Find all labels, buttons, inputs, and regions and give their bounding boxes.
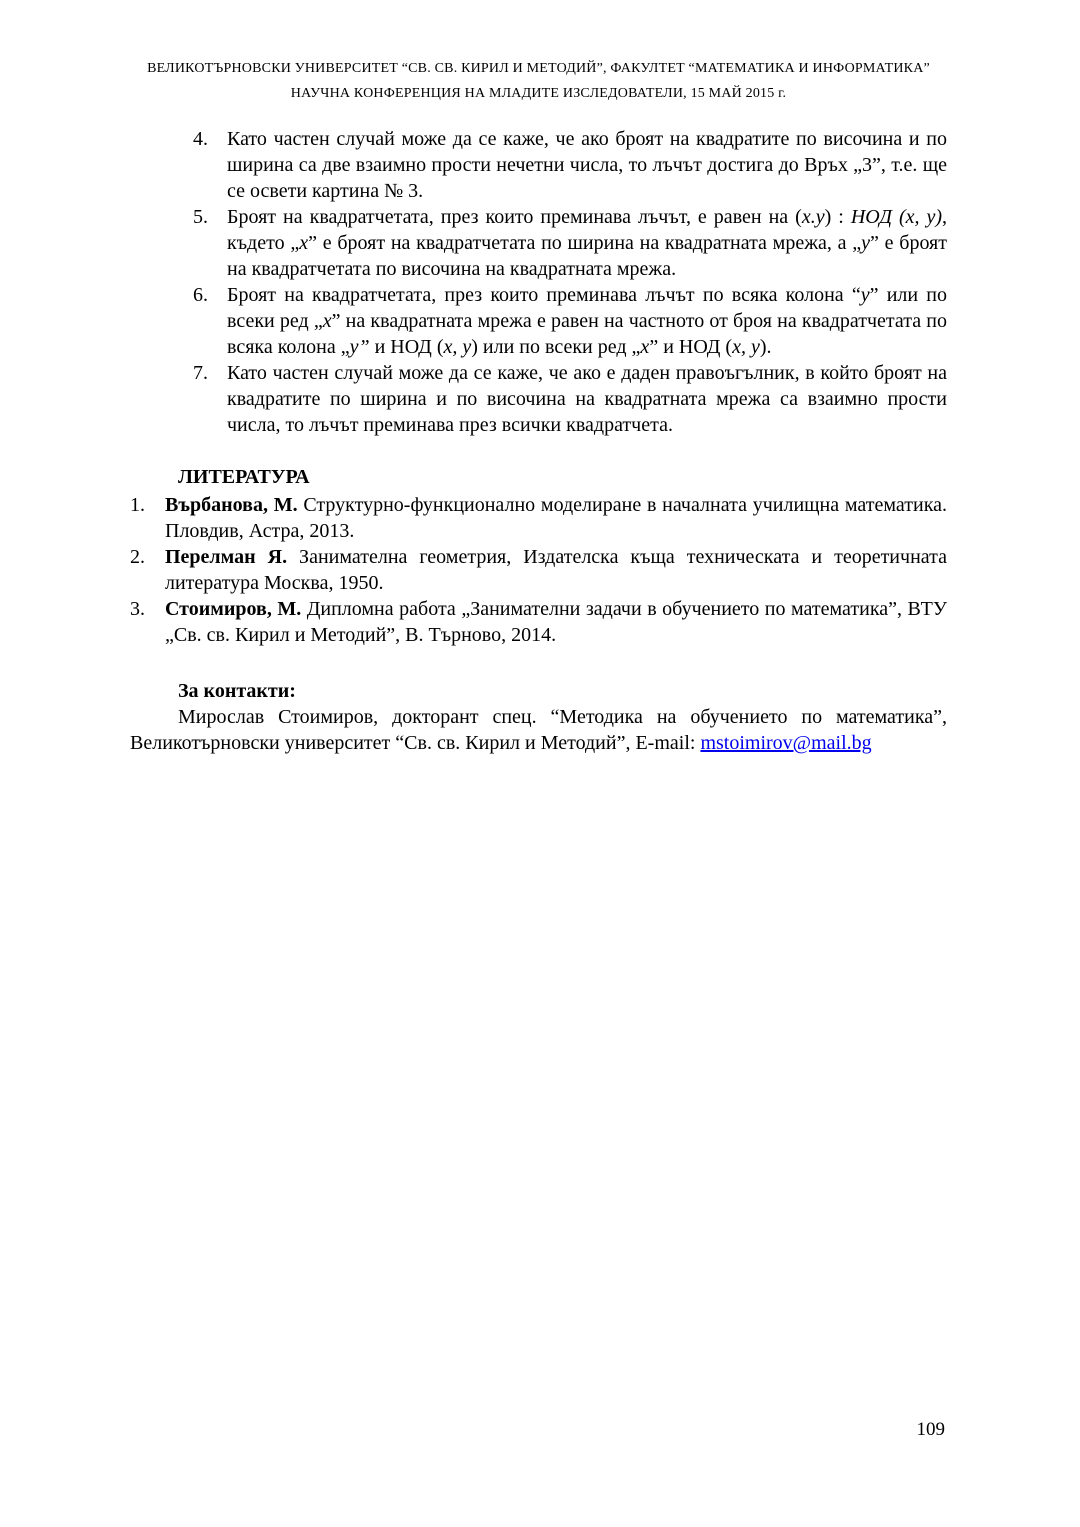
text-segment: x, y — [732, 336, 760, 358]
list-item-number: 4. — [193, 128, 208, 150]
text-segment: Като частен случай може да се каже, че ако е даден правоъгълник, в който броят на квадратите по ширина и по височина на квадратната мрежа са взаимно прости числа, то лъчът преминава през всички квадратчета. — [227, 362, 947, 436]
text-segment: x — [299, 232, 309, 254]
text-segment: и НОД ( — [369, 336, 444, 358]
list-item-text — [227, 282, 947, 360]
text-segment: , където „ — [227, 206, 948, 254]
text-segment: y — [861, 232, 871, 254]
text-segment: Занимателна геометрия, Издателска къща техническата и теоретичната литература Москва, 1950. — [165, 546, 947, 594]
contacts-heading: За контакти: — [178, 680, 296, 702]
email-link[interactable]: mstoimirov@mail.bg — [700, 732, 872, 754]
text-segment: Структурно-функционално моделиране в началната училищна математика. Пловдив, Астра, 2013. — [165, 494, 947, 542]
list-item-text — [227, 126, 947, 204]
list-item — [130, 596, 947, 648]
list-item — [130, 492, 947, 544]
text-segment: Стоимиров, М. — [165, 598, 302, 620]
list-item-number: 5. — [193, 206, 208, 228]
text-segment: x — [640, 336, 650, 358]
text-segment: ” на квадратната мрежа е равен на частното от броя на квадратчетата по всяка колона „ — [227, 310, 947, 358]
list-item-number: 3. — [130, 598, 145, 620]
list-item — [193, 360, 947, 438]
list-item — [130, 544, 947, 596]
text-segment: ) или по всеки ред „ — [471, 336, 641, 358]
list-item-number: 6. — [193, 284, 208, 306]
list-item-text — [227, 360, 947, 438]
text-segment: Перелман Я. — [165, 546, 288, 568]
list-item — [193, 282, 947, 360]
text-segment: x — [322, 310, 332, 332]
text-segment: ). — [759, 336, 772, 358]
text-segment: ” е броят на квадратчетата по височина на квадратната мрежа. — [227, 232, 947, 280]
contacts-paragraph — [130, 704, 947, 756]
text-segment: ” е броят на квадратчетата по ширина на квадратната мрежа, а „ — [308, 232, 862, 254]
header-line-2: НАУЧНА КОНФЕРЕНЦИЯ НА МЛАДИТЕ ИЗСЛЕДОВАТЕЛИ, 15 МАЙ 2015 г. — [290, 86, 787, 101]
page-number: 109 — [916, 1419, 945, 1440]
list-item-text — [165, 596, 947, 648]
text-segment: y — [860, 284, 870, 306]
list-item — [193, 126, 947, 204]
text-segment: Върбанова, М. — [165, 494, 298, 516]
literature-list — [130, 492, 947, 648]
list-item-number: 1. — [130, 494, 145, 516]
text-segment: Броят на квадратчетата, през които преминава лъчът, е равен на ( — [227, 206, 802, 228]
text-segment: ) : — [824, 206, 851, 228]
list-item-number: 2. — [130, 546, 145, 568]
text-segment: НОД (x, y) — [850, 206, 943, 228]
text-segment: Мирослав Стоимиров, докторант спец. “Методика на обучението по математика”, Великотърновски университет “Св. св. Кирил и Методий”, E-mail: — [130, 706, 947, 754]
text-segment: y” — [349, 336, 370, 358]
text-segment: Като частен случай може да се каже, че ако броят на квадратите по височина и по ширина са две взаимно прости нечетни числа, то лъчът достига до Връх „3”, т.е. ще се освети картина № 3. — [227, 128, 947, 202]
list-item-text — [165, 492, 947, 544]
literature-heading: ЛИТЕРАТУРА — [178, 466, 310, 488]
text-segment: ” и НОД ( — [649, 336, 733, 358]
list-item-number: 7. — [193, 362, 208, 384]
text-segment: ” или по всеки ред „ — [227, 284, 947, 332]
text-segment: Броят на квадратчетата, през които преминава лъчът по всяка колона “ — [227, 284, 861, 306]
text-segment: x.y — [801, 206, 825, 228]
list-item-text — [165, 544, 947, 596]
header-line-1: ВЕЛИКОТЪРНОВСКИ УНИВЕРСИТЕТ “СВ. СВ. КИРИЛ И МЕТОДИЙ”, ФАКУЛТЕТ “МАТЕМАТИКА И ИНФОРМАТИКА” — [147, 61, 930, 76]
text-segment: x, y — [443, 336, 472, 358]
text-segment: Дипломна работа „Занимателни задачи в обучението по математика”, ВТУ „Св. св. Кирил и Методий”, В. Търново, 2014. — [165, 598, 947, 646]
observations-list — [130, 126, 947, 438]
page-header — [130, 56, 947, 106]
list-item-text — [227, 204, 947, 282]
list-item — [193, 204, 947, 282]
